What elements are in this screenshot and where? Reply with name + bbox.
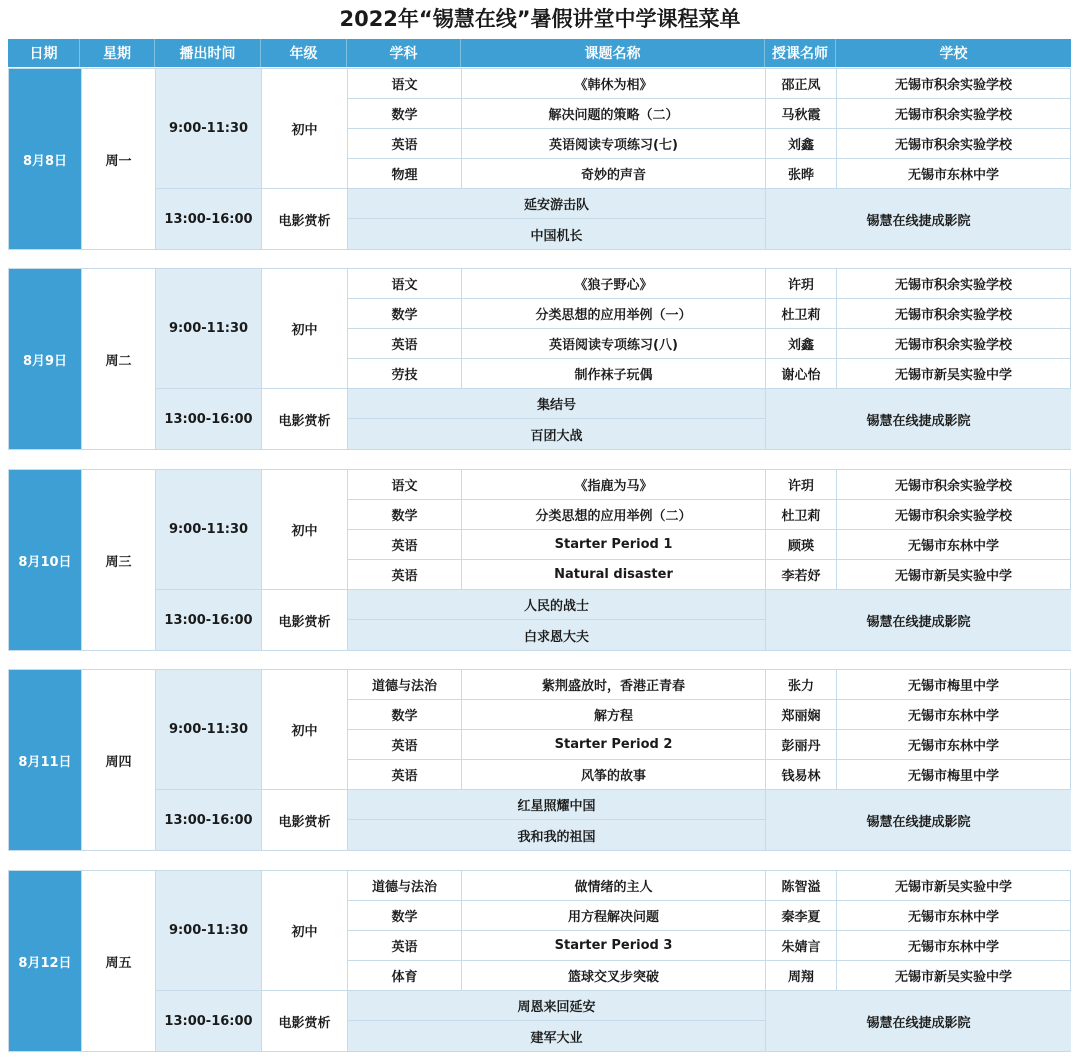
- day-block: [8, 870, 1071, 1052]
- class-school: 无锡市积余实验学校: [837, 500, 1071, 530]
- day-date: 8月12日: [9, 871, 81, 1051]
- class-teacher: 邵正凤: [766, 69, 837, 99]
- header-date: 日期: [8, 39, 80, 67]
- class-teacher: 朱婧言: [766, 931, 837, 961]
- header-time: 播出时间: [155, 39, 261, 67]
- class-teacher: 张晔: [766, 159, 837, 189]
- header-topic: 课题名称: [461, 39, 765, 67]
- morning-time: 9:00-11:30: [156, 69, 262, 189]
- grade-cell: 初中: [262, 470, 348, 590]
- class-school: 无锡市梅里中学: [837, 760, 1071, 790]
- class-teacher: 周翔: [766, 961, 837, 991]
- morning-time: 9:00-11:30: [156, 470, 262, 590]
- film-title: 白求恩大夫: [348, 620, 766, 650]
- morning-time: 9:00-11:30: [156, 269, 262, 389]
- film-title: 中国机长: [348, 219, 766, 249]
- grade-cell: 初中: [262, 670, 348, 790]
- afternoon-time: 13:00-16:00: [156, 389, 262, 449]
- day-weekday: 周四: [81, 670, 156, 850]
- class-school: 无锡市东林中学: [837, 730, 1071, 760]
- class-school: 无锡市东林中学: [837, 530, 1071, 560]
- class-school: 无锡市新吴实验中学: [837, 359, 1071, 389]
- film-title: 建军大业: [348, 1021, 766, 1051]
- class-teacher: 李若妤: [766, 560, 837, 590]
- class-topic: Starter Period 3: [462, 931, 766, 961]
- class-school: 无锡市积余实验学校: [837, 129, 1071, 159]
- class-topic: 《韩休为相》: [462, 69, 766, 99]
- film-label: 电影赏析: [262, 991, 348, 1051]
- class-topic: 分类思想的应用举例（二）: [462, 500, 766, 530]
- class-subject: 英语: [348, 129, 462, 159]
- day-weekday: 周三: [81, 470, 156, 650]
- class-topic: 分类思想的应用举例（一）: [462, 299, 766, 329]
- class-subject: 数学: [348, 700, 462, 730]
- grade-cell: 初中: [262, 69, 348, 189]
- film-title: 集结号: [348, 389, 766, 419]
- day-weekday: 周五: [81, 871, 156, 1051]
- class-topic: 制作袜子玩偶: [462, 359, 766, 389]
- morning-time: 9:00-11:30: [156, 871, 262, 991]
- class-teacher: 郑丽娴: [766, 700, 837, 730]
- day-block: [8, 68, 1071, 250]
- grade-cell: 初中: [262, 269, 348, 389]
- film-venue: 锡慧在线捷成影院: [766, 389, 1071, 449]
- class-topic: 奇妙的声音: [462, 159, 766, 189]
- class-teacher: 杜卫莉: [766, 500, 837, 530]
- class-subject: 道德与法治: [348, 670, 462, 700]
- film-label: 电影赏析: [262, 790, 348, 850]
- header-weekday: 星期: [80, 39, 155, 67]
- class-topic: 解决问题的策略（二）: [462, 99, 766, 129]
- day-date: 8月10日: [9, 470, 81, 650]
- class-school: 无锡市新吴实验中学: [837, 871, 1071, 901]
- class-school: 无锡市积余实验学校: [837, 470, 1071, 500]
- class-subject: 数学: [348, 901, 462, 931]
- day-weekday: 周一: [81, 69, 156, 249]
- class-subject: 物理: [348, 159, 462, 189]
- class-school: 无锡市积余实验学校: [837, 69, 1071, 99]
- header-subject: 学科: [347, 39, 461, 67]
- class-topic: Natural disaster: [462, 560, 766, 590]
- class-teacher: 谢心怡: [766, 359, 837, 389]
- morning-time: 9:00-11:30: [156, 670, 262, 790]
- film-title: 周恩来回延安: [348, 991, 766, 1021]
- header-grade: 年级: [261, 39, 347, 67]
- day-date: 8月9日: [9, 269, 81, 449]
- class-teacher: 许玥: [766, 269, 837, 299]
- film-label: 电影赏析: [262, 189, 348, 249]
- film-title: 人民的战士: [348, 590, 766, 620]
- class-subject: 劳技: [348, 359, 462, 389]
- class-school: 无锡市新吴实验中学: [837, 961, 1071, 991]
- class-subject: 数学: [348, 500, 462, 530]
- class-topic: 用方程解决问题: [462, 901, 766, 931]
- film-title: 红星照耀中国: [348, 790, 766, 820]
- class-topic: 篮球交叉步突破: [462, 961, 766, 991]
- class-topic: 做情绪的主人: [462, 871, 766, 901]
- class-subject: 英语: [348, 530, 462, 560]
- class-topic: Starter Period 2: [462, 730, 766, 760]
- class-topic: Starter Period 1: [462, 530, 766, 560]
- class-teacher: 杜卫莉: [766, 299, 837, 329]
- class-subject: 英语: [348, 760, 462, 790]
- film-venue: 锡慧在线捷成影院: [766, 590, 1071, 650]
- class-teacher: 顾瑛: [766, 530, 837, 560]
- class-subject: 语文: [348, 269, 462, 299]
- afternoon-time: 13:00-16:00: [156, 189, 262, 249]
- film-label: 电影赏析: [262, 389, 348, 449]
- class-topic: 风筝的故事: [462, 760, 766, 790]
- day-date: 8月8日: [9, 69, 81, 249]
- class-subject: 语文: [348, 470, 462, 500]
- afternoon-time: 13:00-16:00: [156, 991, 262, 1051]
- day-block: [8, 669, 1071, 851]
- afternoon-time: 13:00-16:00: [156, 590, 262, 650]
- film-label: 电影赏析: [262, 590, 348, 650]
- film-venue: 锡慧在线捷成影院: [766, 790, 1071, 850]
- film-title: 我和我的祖国: [348, 820, 766, 850]
- day-weekday: 周二: [81, 269, 156, 449]
- class-topic: 《指鹿为马》: [462, 470, 766, 500]
- class-topic: 紫荆盛放时，香港正青春: [462, 670, 766, 700]
- header-school: 学校: [939, 46, 968, 62]
- class-teacher: 钱易林: [766, 760, 837, 790]
- header-teacher: 授课名师: [765, 39, 836, 67]
- class-teacher: 张力: [766, 670, 837, 700]
- class-school: 无锡市新吴实验中学: [837, 560, 1071, 590]
- class-subject: 道德与法治: [348, 871, 462, 901]
- afternoon-time: 13:00-16:00: [156, 790, 262, 850]
- class-subject: 英语: [348, 560, 462, 590]
- class-subject: 英语: [348, 329, 462, 359]
- class-school: 无锡市积余实验学校: [837, 329, 1071, 359]
- class-teacher: 许玥: [766, 470, 837, 500]
- class-topic: 《狼子野心》: [462, 269, 766, 299]
- film-venue: 锡慧在线捷成影院: [766, 189, 1071, 249]
- class-teacher: 秦李夏: [766, 901, 837, 931]
- class-topic: 英语阅读专项练习(七): [462, 129, 766, 159]
- class-school: 无锡市东林中学: [837, 931, 1071, 961]
- class-teacher: 马秋霞: [766, 99, 837, 129]
- page-title: 2022年“锡慧在线”暑假讲堂中学课程菜单: [339, 7, 741, 31]
- class-teacher: 彭丽丹: [766, 730, 837, 760]
- class-school: 无锡市东林中学: [837, 159, 1071, 189]
- class-subject: 数学: [348, 99, 462, 129]
- film-title: 延安游击队: [348, 189, 766, 219]
- grade-cell: 初中: [262, 871, 348, 991]
- day-date: 8月11日: [9, 670, 81, 850]
- day-block: [8, 268, 1071, 450]
- class-school: 无锡市东林中学: [837, 700, 1071, 730]
- class-school: 无锡市东林中学: [837, 901, 1071, 931]
- class-subject: 体育: [348, 961, 462, 991]
- class-school: 无锡市积余实验学校: [837, 99, 1071, 129]
- class-topic: 解方程: [462, 700, 766, 730]
- class-teacher: 刘鑫: [766, 129, 837, 159]
- class-subject: 语文: [348, 69, 462, 99]
- class-teacher: 刘鑫: [766, 329, 837, 359]
- table-header: [8, 39, 1071, 67]
- class-school: 无锡市积余实验学校: [837, 299, 1071, 329]
- class-topic: 英语阅读专项练习(八): [462, 329, 766, 359]
- class-subject: 英语: [348, 931, 462, 961]
- film-venue: 锡慧在线捷成影院: [766, 991, 1071, 1051]
- class-subject: 数学: [348, 299, 462, 329]
- class-teacher: 陈智溢: [766, 871, 837, 901]
- class-subject: 英语: [348, 730, 462, 760]
- class-school: 无锡市梅里中学: [837, 670, 1071, 700]
- day-block: [8, 469, 1071, 651]
- class-school: 无锡市积余实验学校: [837, 269, 1071, 299]
- film-title: 百团大战: [348, 419, 766, 449]
